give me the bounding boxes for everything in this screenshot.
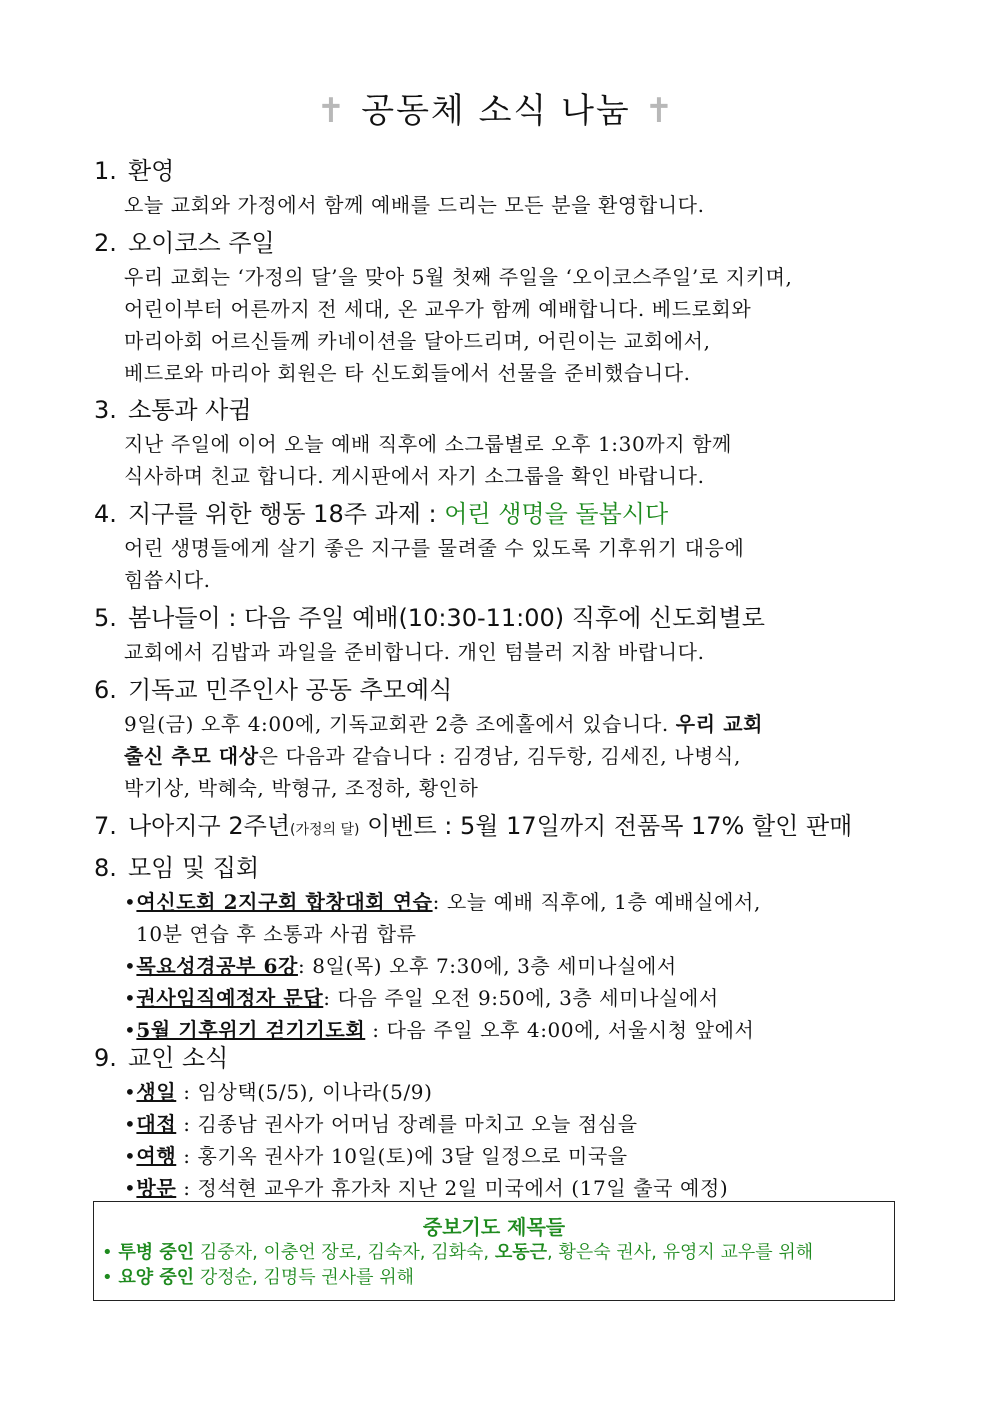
item-heading: 1. 환영	[94, 157, 175, 185]
news-item-oikos-sunday	[94, 225, 904, 389]
list-item: •권사임직예정자 문답: 다음 주일 오전 9:50에, 3층 세미나실에서	[124, 986, 719, 1010]
news-item-naa-earth	[94, 808, 904, 848]
item-body: 지난 주일에 이어 오늘 예배 직후에 소그룹별로 오후 1:30까지 함께 식사하며 친교 합니다. 게시판에서 자기 소그룹을 확인 바랍니다.	[124, 432, 732, 488]
item-heading: 2. 오이코스 주일	[94, 229, 275, 257]
item-heading: 8. 모임 및 집회	[94, 854, 260, 882]
item-heading: 9. 교인 소식	[94, 1044, 229, 1072]
item-heading: 3. 소통과 사귐	[94, 396, 252, 424]
prayer-line: • 투병 중인 김중자, 이충언 장로, 김숙자, 김화숙, 오동근, 황은숙 권사, 유영지 교우를 위해	[102, 1242, 814, 1263]
list-item: •여신도회 2지구회 합창대회 연습: 오늘 예배 직후에, 1층 예배실에서,	[124, 890, 761, 914]
list-item: •대접 : 김종남 권사가 어머님 장례를 마치고 오늘 점심을	[124, 1112, 638, 1136]
item-heading: 6. 기독교 민주인사 공동 추모예식	[94, 676, 453, 704]
prayer-line: • 요양 중인 강정순, 김명득 권사를 위해	[102, 1267, 415, 1288]
item-heading: 7. 나아지구 2주년(가정의 달) 이벤트 : 5월 17일까지 전품목 17% 할인 판매	[94, 812, 853, 840]
list-item: •5월 기후위기 걷기기도회 : 다음 주일 오후 4:00에, 서울시청 앞에서	[124, 1018, 755, 1042]
cross-icon: ✝	[316, 91, 348, 131]
item-heading: 4. 지구를 위한 행동 18주 과제 : 어린 생명을 돌봅시다	[94, 500, 669, 528]
news-item-memorial	[94, 672, 904, 804]
news-item-fellowship	[94, 392, 904, 492]
item-body: 오늘 교회와 가정에서 함께 예배를 드리는 모든 분을 환영합니다.	[124, 193, 705, 217]
item-body: 교회에서 김밥과 과일을 준비합니다. 개인 텀블러 지참 바랍니다.	[124, 640, 705, 664]
list-item: •목요성경공부 6강: 8일(목) 오후 7:30에, 3층 세미나실에서	[124, 954, 677, 978]
cross-icon: ✝	[644, 91, 676, 131]
title-text: 공동체 소식 나눔	[361, 91, 631, 131]
item-heading: 5. 봄나들이 : 다음 주일 예배(10:30-11:00) 직후에 신도회별로	[94, 604, 765, 632]
prayer-title: 중보기도 제목들	[422, 1215, 566, 1239]
member-news-list	[94, 1076, 904, 1204]
news-item-earth-action	[94, 496, 904, 596]
meeting-list: •여신도회 2지구회 합창대회 연습: 오늘 예배 직후에, 1층 예배실에서, 10분 연습 후 소통과 사귐 합류 •목요성경공부 6강: 8일(목) 오후 7:30에, 3층 세미나실에서 •권사임직예정자 문답: 다음 주일 오전 9:50에, 3층 세미나실에서 •5월 기후위기 걷기기도회 : 다음 주일 오후 4:00에, 서울시청 앞에서	[94, 886, 904, 1046]
news-item-member-news	[94, 1040, 904, 1204]
list-item: •생일 : 임상택(5/5), 이나라(5/9)	[124, 1080, 433, 1104]
list-item: •여행 : 홍기옥 권사가 10일(토)에 3달 일정으로 미국을	[124, 1144, 628, 1168]
news-item-spring-outing	[94, 600, 904, 668]
page-title	[0, 86, 992, 136]
news-item-welcome	[94, 153, 904, 221]
prayer-requests-box	[93, 1201, 895, 1301]
item-body: 어린 생명들에게 살기 좋은 지구를 물려줄 수 있도록 기후위기 대응에 힘씁시다.	[124, 536, 745, 592]
list-item: •방문 : 정석현 교우가 휴가차 지난 2일 미국에서 (17일 출국 예정)	[124, 1176, 729, 1200]
item-body: 9일(금) 오후 4:00에, 기독교회관 2층 조에홀에서 있습니다. 우리 교회 출신 추모 대상은 다음과 같습니다 : 김경남, 김두항, 김세진, 나병식, 박기상, 박혜숙, 박형규, 조정하, 황인하	[124, 712, 764, 800]
item-body: 우리 교회는 ‘가정의 달’을 맞아 5월 첫째 주일을 ‘오이코스주일’로 지키며, 어린이부터 어른까지 전 세대, 온 교우가 함께 예배합니다. 베드로회와 마리아회 어르신들께 카네이션을 달아드리며, 어린이는 교회에서, 베드로와 마리아 회원은 타 신도회들에서 선물을 준비했습니다.	[124, 265, 793, 385]
earth-task-title: 어린 생명을 돌봅시다	[444, 500, 669, 528]
news-item-meetings	[94, 850, 904, 1046]
